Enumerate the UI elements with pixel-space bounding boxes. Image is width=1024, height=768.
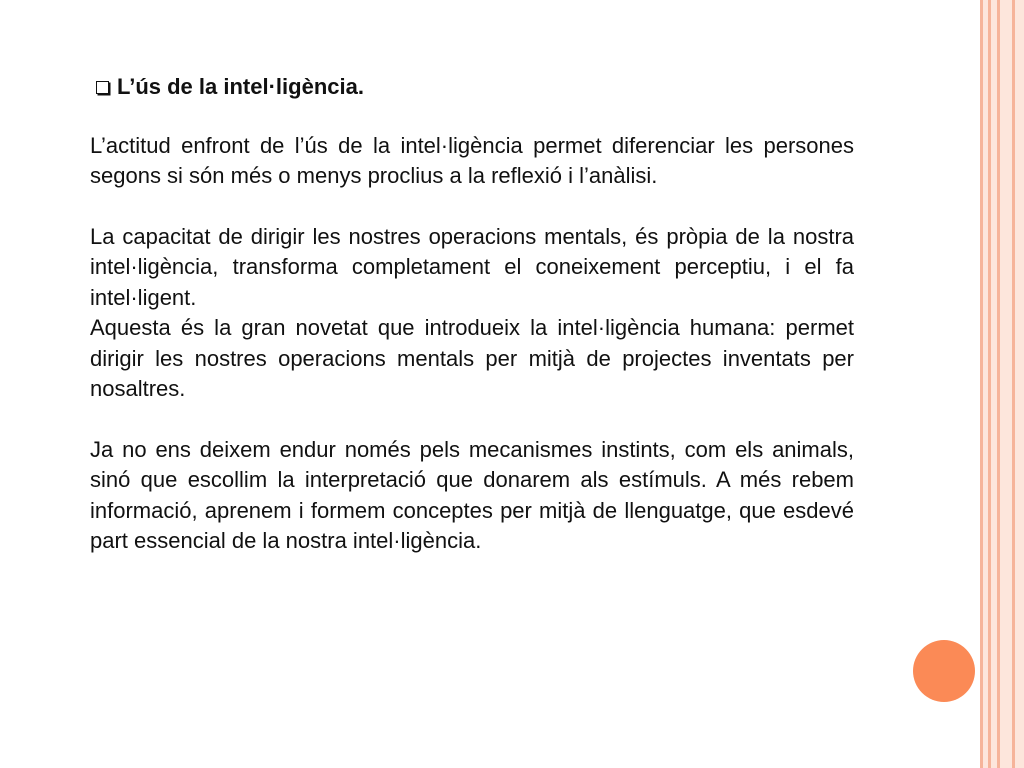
- slide-heading: [90, 72, 854, 103]
- paragraph: L’actitud enfront de l’ús de la intel·ligència permet diferenciar les persones segons si són més o menys proclius a la reflexió i l’anàlisi.: [90, 132, 854, 188]
- paragraph: Ja no ens deixem endur només pels mecanismes instints, com els animals, sinó que escollim la interpretació que donarem als estímuls. A més rebem informació, aprenem i formem conceptes per mitjà de llenguatge, que esdevé part essencial de la nostra intel·ligència.: [90, 436, 854, 553]
- paragraph: Aquesta és la gran novetat que introdueix la intel·ligència humana: permet dirigir les nostres operacions mentals per mitjà de projectes inventats per nosaltres.: [90, 315, 854, 401]
- decorative-circle: [913, 640, 975, 702]
- slide-content: [90, 72, 854, 557]
- heading-text: L’ús de la intel·ligència.: [117, 74, 364, 99]
- decorative-stripe: [1015, 0, 1024, 768]
- paragraph: La capacitat de dirigir les nostres operacions mentals, és pròpia de la nostra intel·ligència, transforma completament el coneixement perceptiu, i el fa intel·ligent.: [90, 223, 854, 310]
- decorative-stripe: [1000, 0, 1012, 768]
- paragraph-gap: [90, 405, 854, 435]
- square-bullet-icon: [96, 81, 109, 94]
- paragraph-gap: [90, 192, 854, 222]
